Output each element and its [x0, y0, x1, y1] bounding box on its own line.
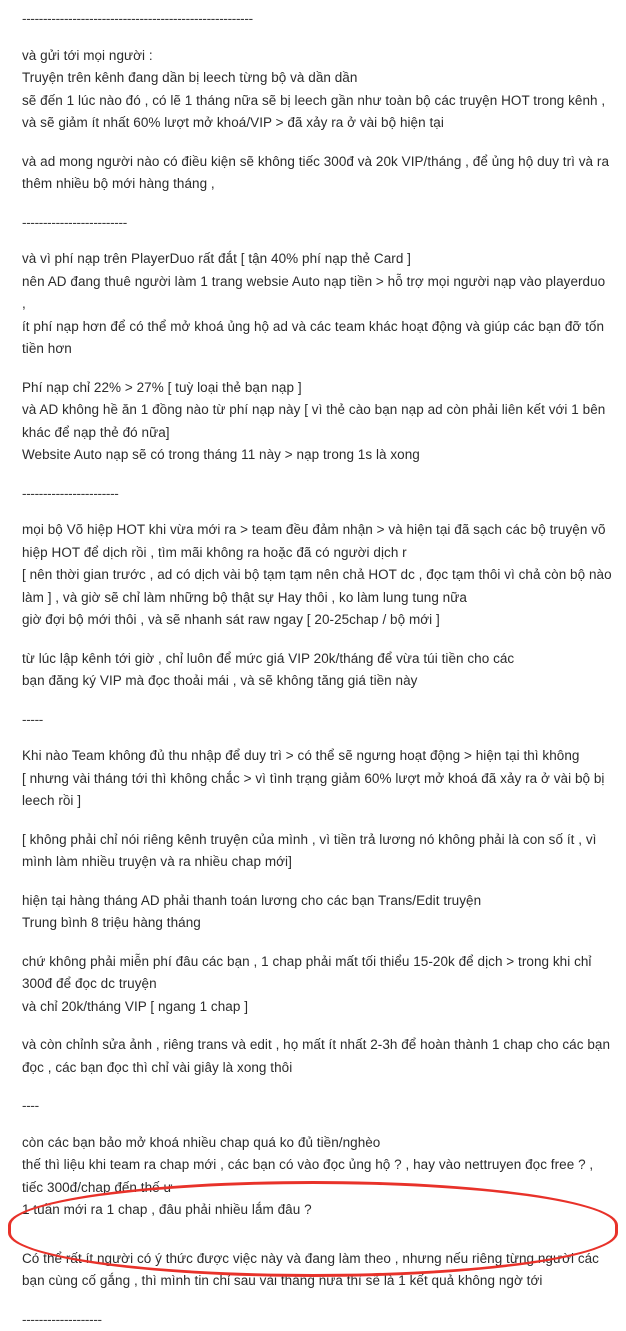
intro-paragraph — [22, 45, 612, 135]
paragraph-line: ít phí nạp hơn để có thể mở khoá ủng hộ ad và các team khác hoạt động và giúp các bạn đỡ tốn — [22, 316, 612, 339]
paragraph-line: giờ đợi bộ mới thôi , và sẽ nhanh sát raw ngay [ 20-25chap / bộ mới ] — [22, 609, 612, 632]
highlighted-conclusion-paragraph — [22, 1248, 612, 1293]
paragraph-line: Phí nạp chỉ 22% > 27% [ tuỳ loại thẻ bạn nạp ] — [22, 377, 612, 400]
monthly-salary-paragraph — [22, 890, 612, 935]
cost-paragraph — [22, 951, 612, 1019]
paragraph-line: làm ] , và giờ sẽ chỉ làm những bộ thật sự Hay thôi , ko làm lung tung nữa — [22, 587, 612, 610]
paragraph-line: hiện tại hàng tháng AD phải thanh toán lương cho các bạn Trans/Edit truyện — [22, 890, 612, 913]
divider-line: ----------------------- — [22, 483, 612, 506]
playerduo-paragraph — [22, 248, 612, 361]
paragraph-line: 1 tuần mới ra 1 chap , đâu phải nhiều lắm đâu ? — [22, 1199, 612, 1222]
divider-line: ------------------------------------------------------- — [22, 8, 612, 31]
paragraph-line: Trung bình 8 triệu hàng tháng — [22, 912, 612, 935]
paragraph-line: [ nên thời gian trước , ad có dịch vài bộ tạm tạm nên chả HOT dc , đọc tạm thôi vì chả còn bộ nào — [22, 564, 612, 587]
divider-line: ----- — [22, 709, 612, 732]
paragraph-line: khác để nạp thẻ đó nữa] — [22, 422, 612, 445]
divider-line: ---- — [22, 1095, 612, 1118]
paragraph-line: [ nhưng vài tháng tới thì không chắc > vì tình trạng giảm 60% lượt mở khoá đã xảy ra ở vài bộ bị — [22, 768, 612, 791]
divider-line: ------------------- — [22, 1309, 612, 1331]
paragraph-line: từ lúc lập kênh tới giờ , chỉ luôn để mức giá VIP 20k/tháng để vừa túi tiền cho các — [22, 648, 612, 671]
paragraph-line: Khi nào Team không đủ thu nhập để duy trì > có thể sẽ ngưng hoạt động > hiện tại thì không — [22, 745, 612, 768]
paragraph-line: và gửi tới mọi người : — [22, 45, 612, 68]
vip-price-paragraph — [22, 648, 612, 693]
paragraph-line: bạn cùng cố gắng , thì mình tin chỉ sau vài tháng nữa thì sẽ là 1 kết quả không ngờ tới — [22, 1270, 612, 1293]
paragraph-line: đọc , các bạn đọc thì chỉ vài giây là xong thôi — [22, 1057, 612, 1080]
paragraph-line: Có thể rất ít người có ý thức được việc này và đang làm theo , nhưng nếu riêng từng người các — [22, 1248, 612, 1271]
paragraph-line: nên AD đang thuê người làm 1 trang websie Auto nạp tiền > hỗ trợ mọi người nạp vào playerduo , — [22, 271, 612, 316]
paragraph-line: hiệp HOT để dịch rồi , tìm mãi không ra hoặc đã có người dịch r — [22, 542, 612, 565]
paragraph-line: [ không phải chỉ nói riêng kênh truyện của mình , vì tiền trả lương nó không phải là con số ít , vì — [22, 829, 612, 852]
paragraph-line: thêm nhiều bộ mới hàng tháng , — [22, 173, 612, 196]
income-paragraph — [22, 745, 612, 813]
paragraph-line: Truyện trên kênh đang dần bị leech từng bộ và dần dần — [22, 67, 612, 90]
paragraph-line: và sẽ giảm ít nhất 60% lượt mở khoá/VIP > đã xảy ra ở vài bộ hiện tại — [22, 112, 612, 135]
divider-4 — [22, 1095, 612, 1118]
paragraph-line: còn các bạn bảo mở khoá nhiều chap quá ko đủ tiền/nghèo — [22, 1132, 612, 1155]
paragraph-line: mọi bộ Võ hiệp HOT khi vừa mới ra > team đều đảm nhận > và hiện tại đã sạch các bộ truyện võ — [22, 519, 612, 542]
divider-3 — [22, 709, 612, 732]
translation-paragraph — [22, 519, 612, 632]
divider-bottom — [22, 1309, 612, 1331]
divider-line: ------------------------- — [22, 212, 612, 235]
paragraph-line: chứ không phải miễn phí đâu các bạn , 1 chap phải mất tối thiểu 15-20k để dịch > trong khi chỉ — [22, 951, 612, 974]
divider-1 — [22, 212, 612, 235]
paragraph-line: tiền hơn — [22, 338, 612, 361]
paragraph-line: bạn đăng ký VIP mà đọc thoải mái , và sẽ không tăng giá tiền này — [22, 670, 612, 693]
support-paragraph — [22, 151, 612, 196]
paragraph-line: tiếc 300đ/chap đến thế ư — [22, 1177, 612, 1200]
editing-paragraph — [22, 1034, 612, 1079]
paragraph-line: 300đ để đọc dc truyện — [22, 973, 612, 996]
paragraph-line: và còn chỉnh sửa ảnh , riêng trans và edit , họ mất ít nhất 2-3h để hoàn thành 1 chap cho các bạn — [22, 1034, 612, 1057]
fee-paragraph — [22, 377, 612, 467]
divider-top — [22, 8, 612, 31]
paragraph-line: sẽ đến 1 lúc nào đó , có lẽ 1 tháng nữa sẽ bị leech gần như toàn bộ các truyện HOT trong kênh , — [22, 90, 612, 113]
paragraph-line: và ad mong người nào có điều kiện sẽ không tiếc 300đ và 20k VIP/tháng , để ủng hộ duy trì và ra — [22, 151, 612, 174]
paragraph-line: và chỉ 20k/tháng VIP [ ngang 1 chap ] — [22, 996, 612, 1019]
paragraph-line: Website Auto nạp sẽ có trong tháng 11 này > nạp trong 1s là xong — [22, 444, 612, 467]
paragraph-line: và AD không hề ăn 1 đồng nào từ phí nạp này [ vì thẻ cào bạn nạp ad còn phải liên kết với 1 bên — [22, 399, 612, 422]
unlock-paragraph — [22, 1132, 612, 1222]
paragraph-line: thế thì liệu khi team ra chap mới , các bạn có vào đọc ủng hộ ? , hay vào nettruyen đọc free ? , — [22, 1154, 612, 1177]
salary-note-paragraph — [22, 829, 612, 874]
paragraph-line: và vì phí nạp trên PlayerDuo rất đắt [ tận 40% phí nạp thẻ Card ] — [22, 248, 612, 271]
paragraph-line: mình làm nhiều truyện và ra nhiều chap mới] — [22, 851, 612, 874]
paragraph-line: leech rồi ] — [22, 790, 612, 813]
divider-2 — [22, 483, 612, 506]
